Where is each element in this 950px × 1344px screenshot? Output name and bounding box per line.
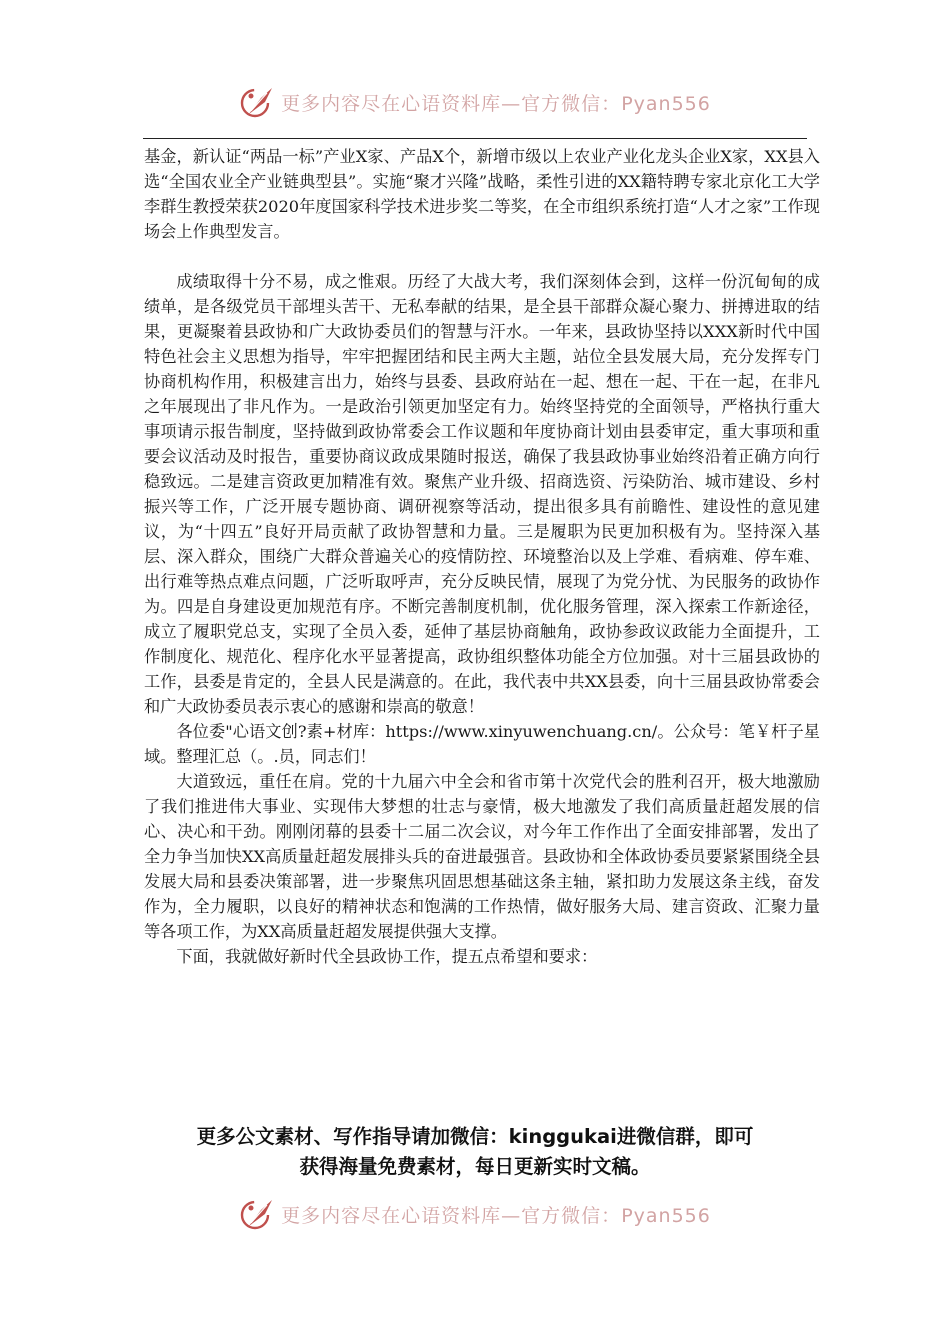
quill-logo-icon bbox=[239, 1196, 275, 1232]
paragraph-1: 基金，新认证“两品一标”产业X家、产品X个，新增市级以上农业产业化龙头企业X家，XX县入选“全国农业全产业链典型县”。实施“聚才兴隆”战略，柔性引进的XX籍特聘专家北京化工大学李群生教授荣获2020年度国家科学技术进步奖二等奖，在全市组织系统打造“人才之家”工作现场会上作典型发言。 bbox=[144, 147, 820, 241]
paragraph-4: 大道致远，重任在肩。党的十九届六中全会和省市第十次党代会的胜利召开，极大地激励了我们推进伟大事业、实现伟大梦想的壮志与豪情，极大地激发了我们高质量赶超发展的信心、决心和干劲。刚刚闭幕的县委十二届二次会议，对今年工作作出了全面安排部署，发出了全力争当加快XX高质量赶超发展排头兵的奋进最强音。县政协和全体政协委员要紧紧围绕全县发展大局和县委决策部署，进一步聚焦巩固思想基础这条主轴，紧扣助力发展这条主线，奋发作为，全力履职，以良好的精神状态和饱满的工作热情，做好服务大局、建言资政、汇聚力量等各项工作，为XX高质量赶超发展提供强大支撑。 bbox=[144, 772, 820, 941]
paragraph-5: 下面，我就做好新时代全县政协工作，提五点希望和要求： bbox=[176, 947, 598, 966]
paragraph-3: 各位委"心语文创?素+材库：https://www.xinyuwenchuang.cn/。公众号：笔￥杆子星域。整理汇总（。.员，同志们！ bbox=[144, 722, 820, 766]
footer-banner bbox=[0, 1196, 950, 1232]
document-body bbox=[144, 144, 820, 969]
quill-logo-icon bbox=[239, 84, 275, 120]
paragraph-2: 成绩取得十分不易，成之惟艰。历经了大战大考，我们深刻体会到，这样一份沉甸甸的成绩单，是各级党员干部埋头苦干、无私奉献的结果，是全县干部群众凝心聚力、拼搏进取的结果，更凝聚着县政协和广大政协委员们的智慧与汗水。一年来，县政协坚持以XXX新时代中国特色社会主义思想为指导，牢牢把握团结和民主两大主题，站位全县发展大局，充分发挥专门协商机构作用，积极建言出力，始终与县委、县政府站在一起、想在一起、干在一起，在非凡之年展现出了非凡作为。一是政治引领更加坚定有力。始终坚持党的全面领导，严格执行重大事项请示报告制度，坚持做到政协常委会工作议题和年度协商计划由县委审定，重大事项和重要会议活动及时报告，重要协商议政成果随时报送，确保了我县政协事业始终沿着正确方向行稳致远。二是建言资政更加精准有效。聚焦产业升级、招商选资、污染防治、城市建设、乡村振兴等工作，广泛开展专题协商、调研视察等活动，提出很多具有前瞻性、建设性的意见建议，为“十四五”良好开局贡献了政协智慧和力量。三是履职为民更加积极有为。坚持深入基层、深入群众，围绕广大群众普遍关心的疫情防控、环境整治以及上学难、看病难、停车难、出行难等热点难点问题，广泛听取呼声，充分反映民情，展现了为党分忧、为民服务的政协作为。四是自身建设更加规范有序。不断完善制度机制，优化服务管理，深入探索工作新途径，成立了履职党总支，实现了全员入委，延伸了基层协商触角，政协参政议政能力全面提升，工作制度化、规范化、程序化水平显著提高，政协组织整体功能全方位加强。对十三届县政协的工作，县委是肯定的，全县人民是满意的。在此，我代表中共XX县委，向十三届县政协常委会和广大政协委员表示衷心的感谢和崇高的敬意！ bbox=[144, 272, 820, 716]
banner-text: 更多内容尽在心语资料库—官方微信：Pyan556 bbox=[281, 92, 711, 115]
header-banner bbox=[0, 84, 950, 120]
banner-text: 更多内容尽在心语资料库—官方微信：Pyan556 bbox=[281, 1204, 711, 1227]
promo-line-2: 获得海量免费素材，每日更新实时文稿。 bbox=[299, 1155, 651, 1178]
promo-line-1: 更多公文素材、写作指导请加微信：kinggukai进微信群，即可 bbox=[196, 1125, 754, 1148]
promo-notice bbox=[150, 1122, 800, 1182]
header-divider bbox=[143, 138, 807, 139]
